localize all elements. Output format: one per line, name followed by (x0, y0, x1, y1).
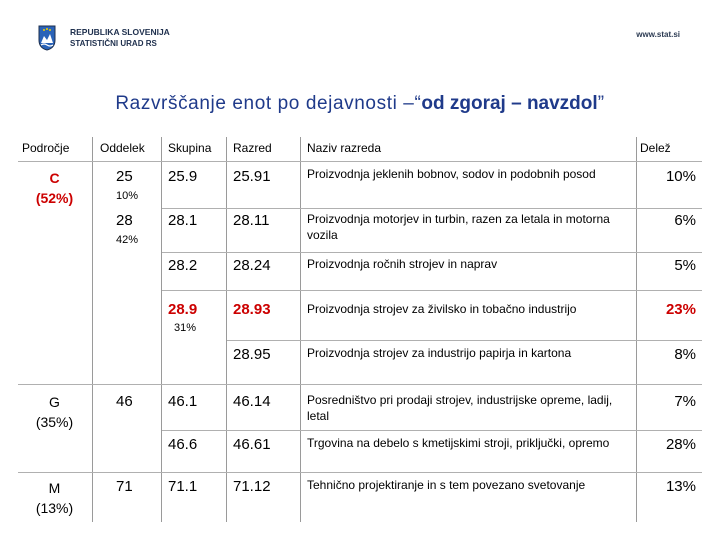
class-name: Trgovina na debelo s kmetijskimi stroji, priključki, opremo (307, 436, 610, 450)
class-code: 46.61 (233, 436, 271, 453)
class-share: 10% (665, 168, 696, 185)
group-46-6: 46.6 (168, 436, 198, 453)
row-divider (162, 208, 702, 209)
logo (38, 25, 170, 51)
division-28-share: 42% (116, 234, 139, 246)
header-skupina: Skupina (168, 141, 212, 155)
row-divider (162, 290, 702, 291)
division-28: 28 (116, 212, 133, 229)
area-g (22, 392, 87, 432)
group-28-9: 28.9 (168, 301, 198, 318)
header-podrocje: Področje (22, 141, 70, 155)
area-share: (35%) (35, 414, 74, 430)
row-divider (162, 430, 702, 431)
division-71: 71 (116, 478, 133, 495)
org-line-2: STATISTIČNI URAD RS (70, 39, 157, 48)
class-code: 71.12 (233, 478, 271, 495)
area-share: (52%) (35, 190, 74, 206)
column-divider (636, 137, 637, 522)
header-delez: Delež (640, 141, 671, 155)
class-name: Proizvodnja jeklenih bobnov, sodov in podobnih posod (307, 167, 596, 181)
row-divider (162, 252, 702, 253)
column-divider (161, 137, 162, 522)
row-divider (18, 384, 702, 385)
website-link[interactable]: www.stat.si (636, 30, 680, 39)
division-46: 46 (116, 393, 133, 410)
column-divider (226, 137, 227, 522)
area-code: G (49, 394, 60, 410)
class-name: Proizvodnja strojev za industrijo papirja in kartona (307, 346, 572, 360)
class-name: Proizvodnja ročnih strojev in naprav (307, 257, 498, 271)
title-main: Razvrščanje enot po dejavnosti –“ (115, 93, 422, 114)
class-name: Proizvodnja strojev za živilsko in tobačno industrijo (307, 302, 577, 316)
class-code: 28.11 (233, 212, 270, 229)
class-code: 25.91 (233, 168, 271, 185)
area-share: (13%) (35, 500, 74, 516)
column-divider (300, 137, 301, 522)
header-razred: Razred (233, 141, 272, 155)
class-code: 28.24 (233, 257, 271, 274)
header-naziv-razreda: Naziv razreda (307, 141, 382, 155)
page-title (0, 93, 720, 115)
class-code: 46.14 (233, 393, 271, 410)
area-code: M (48, 480, 61, 496)
organization-name (70, 27, 170, 49)
title-end: ” (597, 93, 605, 114)
class-name: Proizvodnja motorjev in turbin, razen za letala in motorna vozila (307, 212, 610, 242)
division-25-share: 10% (116, 190, 139, 202)
group-28-9-share: 31% (174, 322, 197, 334)
org-line-1: REPUBLIKA SLOVENIJA (70, 27, 170, 37)
column-divider (92, 137, 93, 522)
class-name: Tehnično projektiranje in s tem povezano svetovanje (307, 478, 586, 492)
group-71-1: 71.1 (168, 478, 198, 495)
area-m (22, 478, 87, 518)
group-46-1: 46.1 (168, 393, 198, 410)
division-25: 25 (116, 168, 133, 185)
class-code: 28.93 (233, 301, 271, 318)
class-share: 23% (665, 301, 696, 318)
class-name: Posredništvo pri prodaji strojev, industrijske opreme, ladij, letal (307, 393, 613, 423)
class-share: 6% (674, 212, 696, 229)
row-divider (18, 161, 702, 162)
class-share: 5% (674, 257, 696, 274)
slovenia-coat-of-arms-icon (38, 25, 56, 51)
area-c (22, 168, 87, 208)
class-share: 8% (674, 346, 696, 363)
header-oddelek: Oddelek (100, 141, 145, 155)
row-divider (18, 472, 702, 473)
row-divider (227, 340, 702, 341)
class-share: 13% (665, 478, 696, 495)
class-code: 28.95 (233, 346, 271, 363)
class-share: 7% (674, 393, 696, 410)
group-28-2: 28.2 (168, 257, 198, 274)
group-25-9: 25.9 (168, 168, 198, 185)
title-bold: od zgoraj – navzdol (421, 93, 598, 114)
class-share: 28% (665, 436, 696, 453)
area-code: C (49, 170, 60, 186)
group-28-1: 28.1 (168, 212, 198, 229)
